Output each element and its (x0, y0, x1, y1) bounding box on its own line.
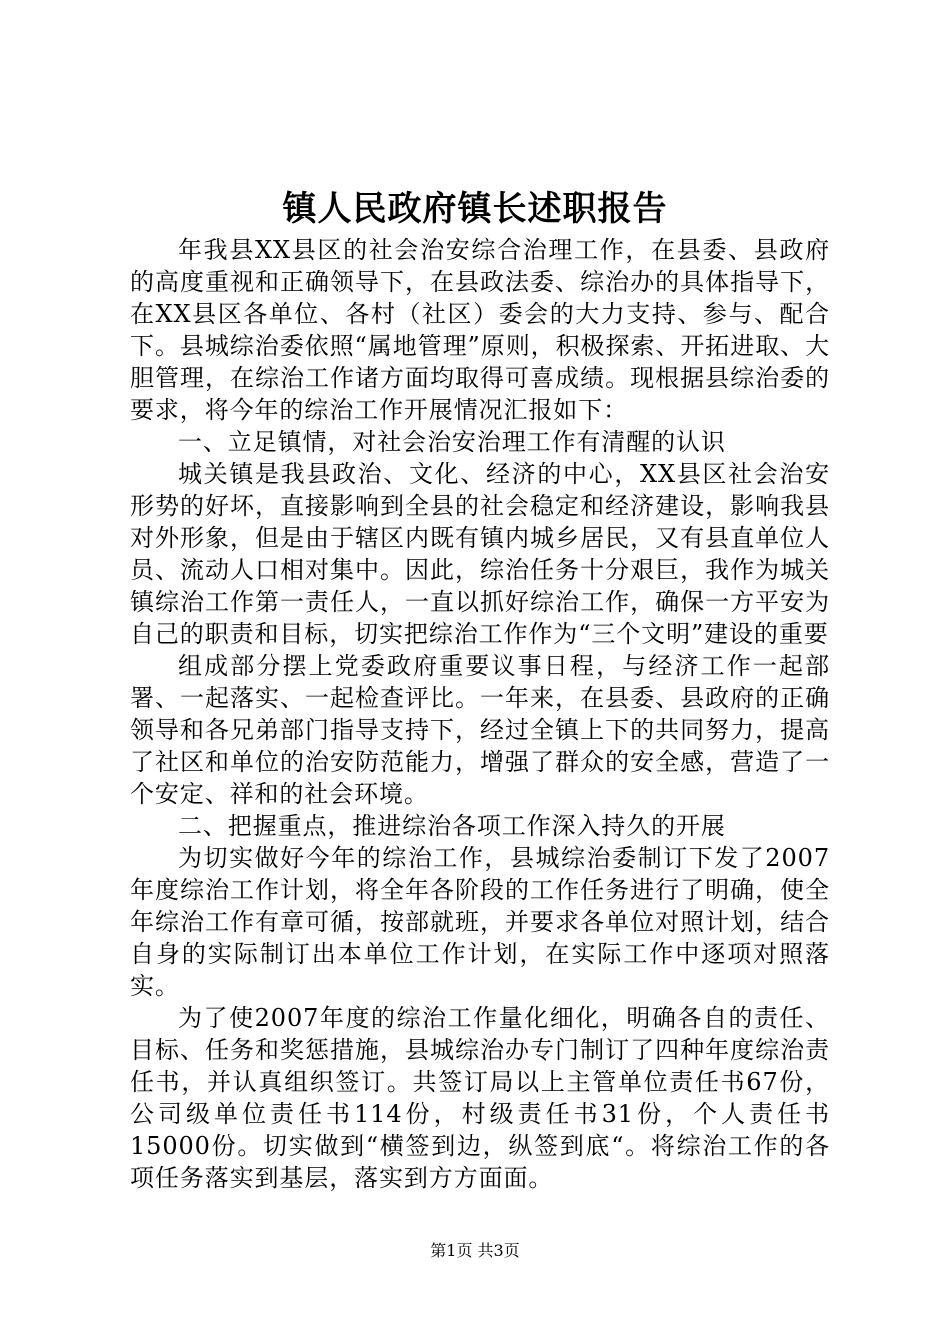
page-title: 镇人民政府镇长述职报告 (282, 189, 668, 229)
section-heading-2: 二、把握重点，推进综治各项工作深入持久的开展 (178, 812, 726, 840)
paragraph-intro: 年我县XX县区的社会治安综合治理工作，在县委、县政府的高度重视和正确领导下，在县政法委、综治办的具体指导下，在XX县区各单位、各村（社区）委会的大力支持、参与、配合下。县城综治委依照“属地管理”原则，积极探索、开拓进取、大胆管理，在综治工作诸方面均取得可喜成绩。现根据县综治委的要求，将今年的综治工作开展情况汇报如下： (130, 236, 830, 424)
page-footer: 第1页 共3页 (430, 1241, 520, 1260)
section-heading-1: 一、立足镇情，对社会治安治理工作有清醒的认识 (178, 428, 726, 456)
paragraph-town-overview: 城关镇是我县政治、文化、经济的中心，XX县区社会治安形势的好坏，直接影响到全县的社会稳定和经济建设，影响我县对外形象，但是由于辖区内既有镇内城乡居民，又有县直单位人员、流动人口相对集中。因此，综治任务十分艰巨，我作为城关镇综治工作第一责任人，一直以抓好综治工作，确保一方平安为自己的职责和目标，切实把综治工作作为“三个文明”建设的重要 (130, 460, 830, 648)
paragraph-work-plan: 为切实做好今年的综治工作，县城综治委制订下发了2007年度综治工作计划，将全年各阶段的工作任务进行了明确，使全年综治工作有章可循，按部就班，并要求各单位对照计划，结合自身的实际制订出本单位工作计划，在实际工作中逐项对照落实。 (130, 844, 830, 1000)
paragraph-responsibility: 为了使2007年度的综治工作量化细化，明确各自的责任、目标、任务和奖惩措施，县城综治办专门制订了四种年度综治责任书，并认真组织签订。共签订局以上主管单位责任书67份，公司级单位责任书114份，村级责任书31份，个人责任书15000份。切实做到“横签到边，纵签到底“。将综治工作的各项任务落实到基层，落实到方方面面。 (130, 1004, 830, 1192)
paragraph-agenda: 组成部分摆上党委政府重要议事日程，与经济工作一起部署、一起落实、一起检查评比。一年来，在县委、县政府的正确领导和各兄弟部门指导支持下，经过全镇上下的共同努力，提高了社区和单位的治安防范能力，增强了群众的安全感，营造了一个安定、祥和的社会环境。 (130, 652, 830, 808)
document-body (130, 234, 830, 1194)
